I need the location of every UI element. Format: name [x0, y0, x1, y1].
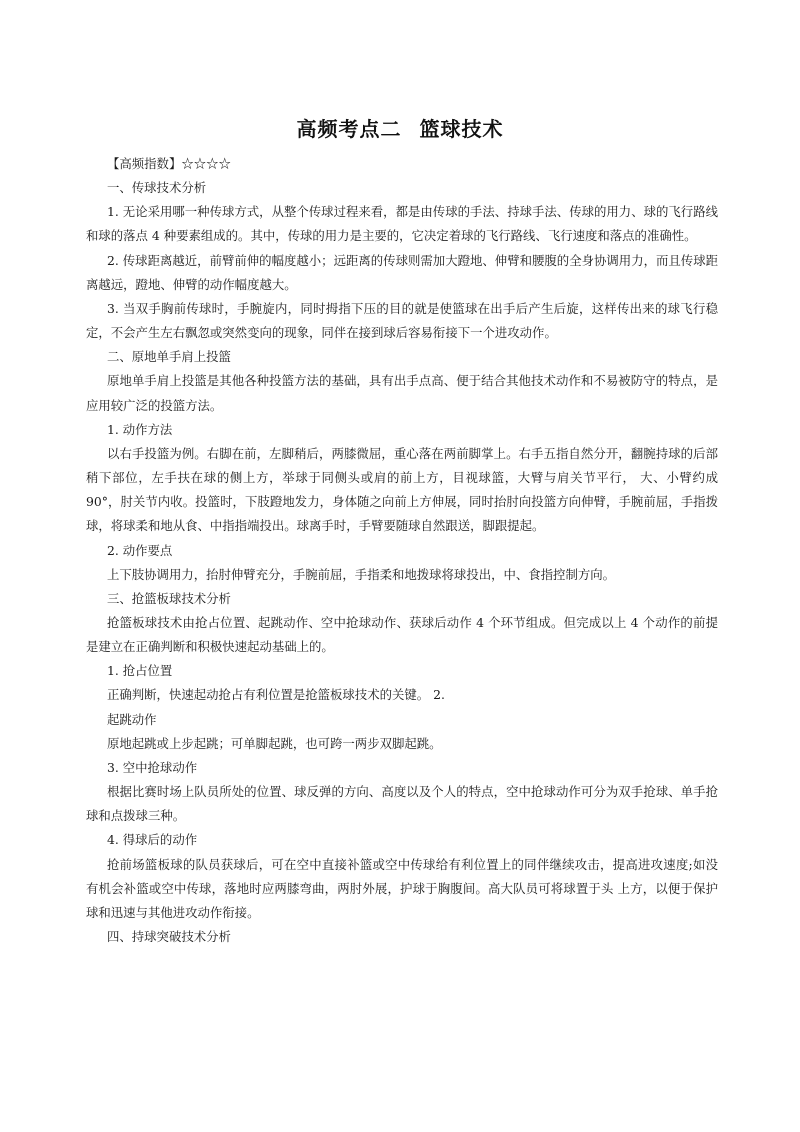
section-heading: 起跳动作	[107, 711, 157, 727]
section-heading: 3. 空中抢球动作	[107, 759, 198, 775]
section-heading: 2. 动作要点	[107, 542, 173, 558]
section-heading: 四、持球突破技术分析	[107, 929, 231, 944]
section-heading: 一、传球技术分析	[107, 180, 207, 196]
document-body	[86, 152, 718, 949]
paragraph: 2. 传球距离越近，前臂前伸的幅度越小；远距离的传球则需加大蹬地、伸臂和腰腹的全身协调用力，而且传球距离越远，蹬地、伸臂的动作幅度越大。	[86, 252, 718, 292]
paragraph: 正确判断，快速起动抢占有利位置是抢篮板球技术的关键。 2.	[107, 687, 445, 703]
title-part-2: 篮球技术	[419, 117, 504, 141]
section-heading: 三、抢篮板球技术分析	[107, 590, 231, 606]
paragraph: 【高频指数】☆☆☆☆	[107, 156, 231, 171]
paragraph: 原地单手肩上投篮是其他各种投篮方法的基础，具有出手点高、便于结合其他技术动作和不易被防守的特点，是应用较广泛的投篮方法。	[86, 373, 718, 413]
paragraph: 抢篮板球技术由抢占位置、起跳动作、空中抢球动作、获球后动作 4 个环节组成。但完成以上 4 个动作的前提是建立在正确判断和积极快速起动基础上的。	[86, 614, 718, 655]
page-title	[0, 113, 800, 142]
paragraph: 原地起跳或上步起跳；可单脚起跳，也可跨一两步双脚起跳。	[107, 735, 442, 751]
section-heading: 1. 抢占位置	[107, 663, 173, 679]
paragraph: 3. 当双手胸前传球时，手腕旋内，同时拇指下压的目的就是使篮球在出手后产生后旋，这样传出来的球飞行稳定，不会产生左右飘忽或突然变向的现象，同伴在接到球后容易衔接下一个进攻动作。	[86, 300, 718, 341]
paragraph: 根据比赛时场上队员所处的位置、球反弹的方向、高度以及个人的特点，空中抢球动作可分为双手抢球、单手抢球和点拨球三种。	[86, 784, 718, 824]
paragraph: 上下肢协调用力，抬肘伸臂充分，手腕前屈，手指柔和地拨球将球投出，中、食指控制方向。	[107, 566, 616, 582]
paragraph: 抢前场篮板球的队员获球后，可在空中直接补篮或空中传球给有利位置上的同伴继续攻击，提高进攻速度;如没有机会补篮或空中传球，落地时应两膝弯曲，两肘外展，护球于胸腹间。高大队员可将球置于头 上方，以便于保护球和迅速与其他进攻动作衔接。	[86, 856, 718, 920]
section-heading: 二、原地单手肩上投篮	[107, 349, 231, 365]
section-heading: 1. 动作方法	[107, 421, 173, 437]
paragraph: 1. 无论采用哪一种传球方式，从整个传球过程来看，都是由传球的手法、持球手法、传球的用力、球的飞行路线和球的落点 4 种要素组成的。其中，传球的用力是主要的，它决定着球的飞行路线、飞行速度和落点的准确性。	[86, 204, 718, 244]
section-heading: 4. 得球后的动作	[107, 832, 198, 848]
title-part-1: 高频考点二	[296, 117, 402, 141]
paragraph: 以右手投篮为例。右脚在前，左脚稍后，两膝微屈，重心落在两前脚掌上。右手五指自然分开，翻腕持球的后部稍下部位，左手扶在球的侧上方，举球于同侧头或肩的前上方，目视球篮，大臂与肩关节平行， 大、小臂约成 90°，肘关节内收。投篮时，下肢蹬地发力，身体随之向前上方伸展，同时抬肘向投篮方向伸臂，手腕前屈，手指拨球，将球柔和地从食、中指指端投出。球离手时，手臂要随球自然跟送，脚跟提起。	[86, 445, 718, 534]
